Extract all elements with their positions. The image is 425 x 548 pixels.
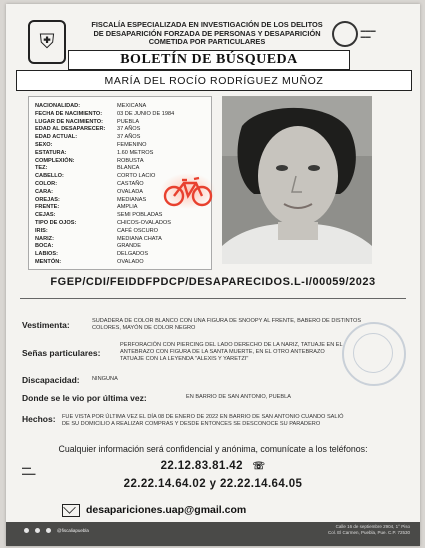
instagram-icon[interactable] (46, 528, 51, 533)
agency-header (68, 21, 346, 47)
details-value: CAFÉ OSCURO (117, 227, 159, 234)
senas-line-1: PERFORACIÓN CON PIERCING DEL LADO DERECHO DE LA NARIZ, TATUAJE EN EL (120, 342, 343, 348)
phone-1[interactable]: 22.12.83.81.42 (160, 460, 243, 472)
vestimenta-line-1: SUDADERA DE COLOR BLANCO CON UNA FIGURA DE SNOOPY AL FRENTE, BABERO DE DISTINTOS (92, 318, 362, 324)
details-value: 37 AÑOS (117, 126, 141, 133)
vestimenta-label: Vestimenta: (22, 320, 70, 330)
details-row (35, 235, 207, 243)
seal-icon (332, 21, 358, 47)
person-name: MARÍA DEL ROCÍO RODRÍGUEZ MUÑOZ (16, 70, 412, 91)
details-value: ROBUSTA (117, 157, 144, 164)
seal-logo-lettering: ▬▬▬ ▬▬ (360, 28, 376, 40)
footer-address (290, 524, 410, 536)
senas-line-3: TATUAJE CON LA LEYENDA "ALEXIS Y YARETZI" (120, 356, 249, 362)
person-photo (222, 96, 372, 264)
details-value: DELGADOS (117, 251, 149, 258)
address-line-2: Col. El Carmen, Puebla, Pue. C.P. 72530 (328, 530, 410, 535)
details-label: CABELLO: (35, 173, 64, 180)
agency-line-1: FISCALÍA ESPECIALIZADA EN INVESTIGACIÓN DE LOS DELITOS (91, 20, 323, 29)
facebook-icon[interactable] (24, 528, 29, 533)
details-label: IRIS: (35, 227, 48, 234)
small-print: ▬▬ ▬▬▬ (22, 465, 36, 476)
details-value: OVALADO (117, 259, 144, 265)
vestimenta-line-2: COLORES, MAYÓN DE COLOR NEGRO (92, 325, 196, 331)
details-value: MEXICANA (117, 103, 147, 109)
fiscalia-shield-logo: ⛨ (28, 20, 66, 64)
details-row (35, 149, 207, 157)
case-number: FGEP/CDI/FEIDDFPDCP/DESAPARECIDOS.L-I/00059/2023 (50, 276, 376, 288)
details-value: CASTAÑO (117, 181, 144, 187)
address-line-1: Calle 16 de septiembre 2904, 1° Piso (335, 524, 410, 529)
hechos-line-1: FUE VISTA POR ÚLTIMA VEZ EL DÍA 08 DE ENERO DE 2022 EN BARRIO DE SAN ANTONIO CUANDO SALIÓ (62, 414, 344, 420)
details-label: CARA: (35, 188, 54, 195)
details-row (35, 211, 207, 219)
details-value: 1.60 METROS (117, 149, 154, 156)
details-row (35, 227, 207, 235)
details-value: SEMI POBLADAS (117, 212, 163, 219)
details-label: NARIZ: (35, 235, 54, 242)
hechos-line-2: DE SU DOMICILIO A REALIZAR COMPRAS Y DESDE ENTONCES SE DESCONOCE SU PARADERO (62, 421, 321, 427)
twitter-icon[interactable] (35, 528, 40, 533)
donde-label: Donde se le vio por última vez: (22, 393, 147, 403)
details-label: FECHA DE NACIMIENTO: (35, 110, 103, 117)
details-value: GRANDE (117, 243, 141, 250)
hechos-text (62, 414, 343, 428)
details-row (35, 141, 207, 149)
details-row (35, 157, 207, 165)
details-value: AMPLIA (117, 204, 138, 211)
details-label: TEZ: (35, 165, 48, 172)
details-row (35, 250, 207, 258)
hechos-label: Hechos: (22, 414, 56, 424)
details-value: FEMENINO (117, 142, 147, 148)
details-label: EDAD ACTUAL: (35, 134, 78, 141)
agency-line-3: COMETIDA POR PARTICULARES (148, 37, 266, 47)
details-row (35, 242, 207, 250)
details-value: MEDIANA CHATA (117, 235, 162, 242)
discapacidad-label: Discapacidad: (22, 375, 80, 385)
details-label: BOCA: (35, 243, 54, 250)
details-label: TIPO DE OJOS: (35, 220, 77, 226)
agency-line-2: DE DESAPARICIÓN FORZADA DE PERSONAS Y DESAPARICIÓN (93, 28, 321, 38)
details-row (35, 102, 207, 110)
details-value: CORTO LACIO (117, 173, 156, 180)
details-value: 03 DE JUNIO DE 1984 (117, 110, 175, 117)
details-value: MEDIANAS (117, 196, 147, 203)
contact-intro: Cualquier información será confidencial y anónima, comunícate a los teléfonos: (58, 444, 368, 454)
details-label: NACIONALIDAD: (35, 103, 81, 109)
details-label: SEXO: (35, 142, 53, 148)
details-row (35, 133, 207, 141)
details-value: PUEBLA (117, 118, 140, 125)
senas-label: Señas particulares: (22, 348, 101, 358)
email-row (62, 503, 246, 517)
details-label: COMPLEXIÓN: (35, 157, 75, 164)
donde-value: EN BARRIO DE SAN ANTONIO, PUEBLA (186, 394, 291, 400)
vestimenta-text (92, 318, 361, 332)
details-value: CHICOS-OVALADOS (117, 220, 171, 226)
details-label: CEJAS: (35, 212, 56, 219)
phone-2[interactable]: 22.22.14.64.02 y 22.22.14.64.05 (123, 478, 303, 490)
details-value: 37 AÑOS (117, 134, 141, 141)
bulletin-title: BOLETÍN DE BÚSQUEDA (68, 50, 350, 70)
details-label: COLOR: (35, 181, 58, 187)
details-label: MENTÓN: (35, 259, 62, 265)
senas-text (120, 342, 343, 363)
phone-1-row (6, 460, 420, 472)
phone-icon: ☏ (252, 461, 266, 472)
official-stamp (342, 322, 406, 386)
details-label: EDAD AL DESAPARECER: (35, 126, 106, 133)
details-label: OREJAS: (35, 196, 60, 203)
social-links (24, 528, 89, 533)
details-row (35, 258, 207, 266)
discapacidad-value: NINGUNA (92, 376, 118, 382)
portrait-image (222, 96, 372, 264)
bicycle-icon (160, 171, 216, 209)
details-row (35, 219, 207, 227)
details-row (35, 118, 207, 126)
bulletin-page (6, 4, 420, 546)
social-handle: @fiscaliapuebla (57, 528, 89, 533)
divider (20, 298, 406, 299)
senas-line-2: ANTEBRAZO CON FIGURA DE LA SANTA MUERTE, EN EL OTRO ANTEBRAZO (120, 349, 325, 355)
details-label: LABIOS: (35, 251, 58, 258)
details-row (35, 125, 207, 133)
envelope-icon (62, 504, 80, 517)
details-label: FRENTE: (35, 204, 60, 211)
government-seal-logo (332, 16, 392, 52)
details-label: ESTATURA: (35, 149, 67, 156)
email-address[interactable]: desapariciones.uap@gmail.com (86, 504, 247, 516)
details-label: LUGAR DE NACIMIENTO: (35, 118, 103, 125)
details-row (35, 110, 207, 118)
details-value: OVALADA (117, 188, 144, 195)
details-value: BLANCA (117, 165, 140, 172)
